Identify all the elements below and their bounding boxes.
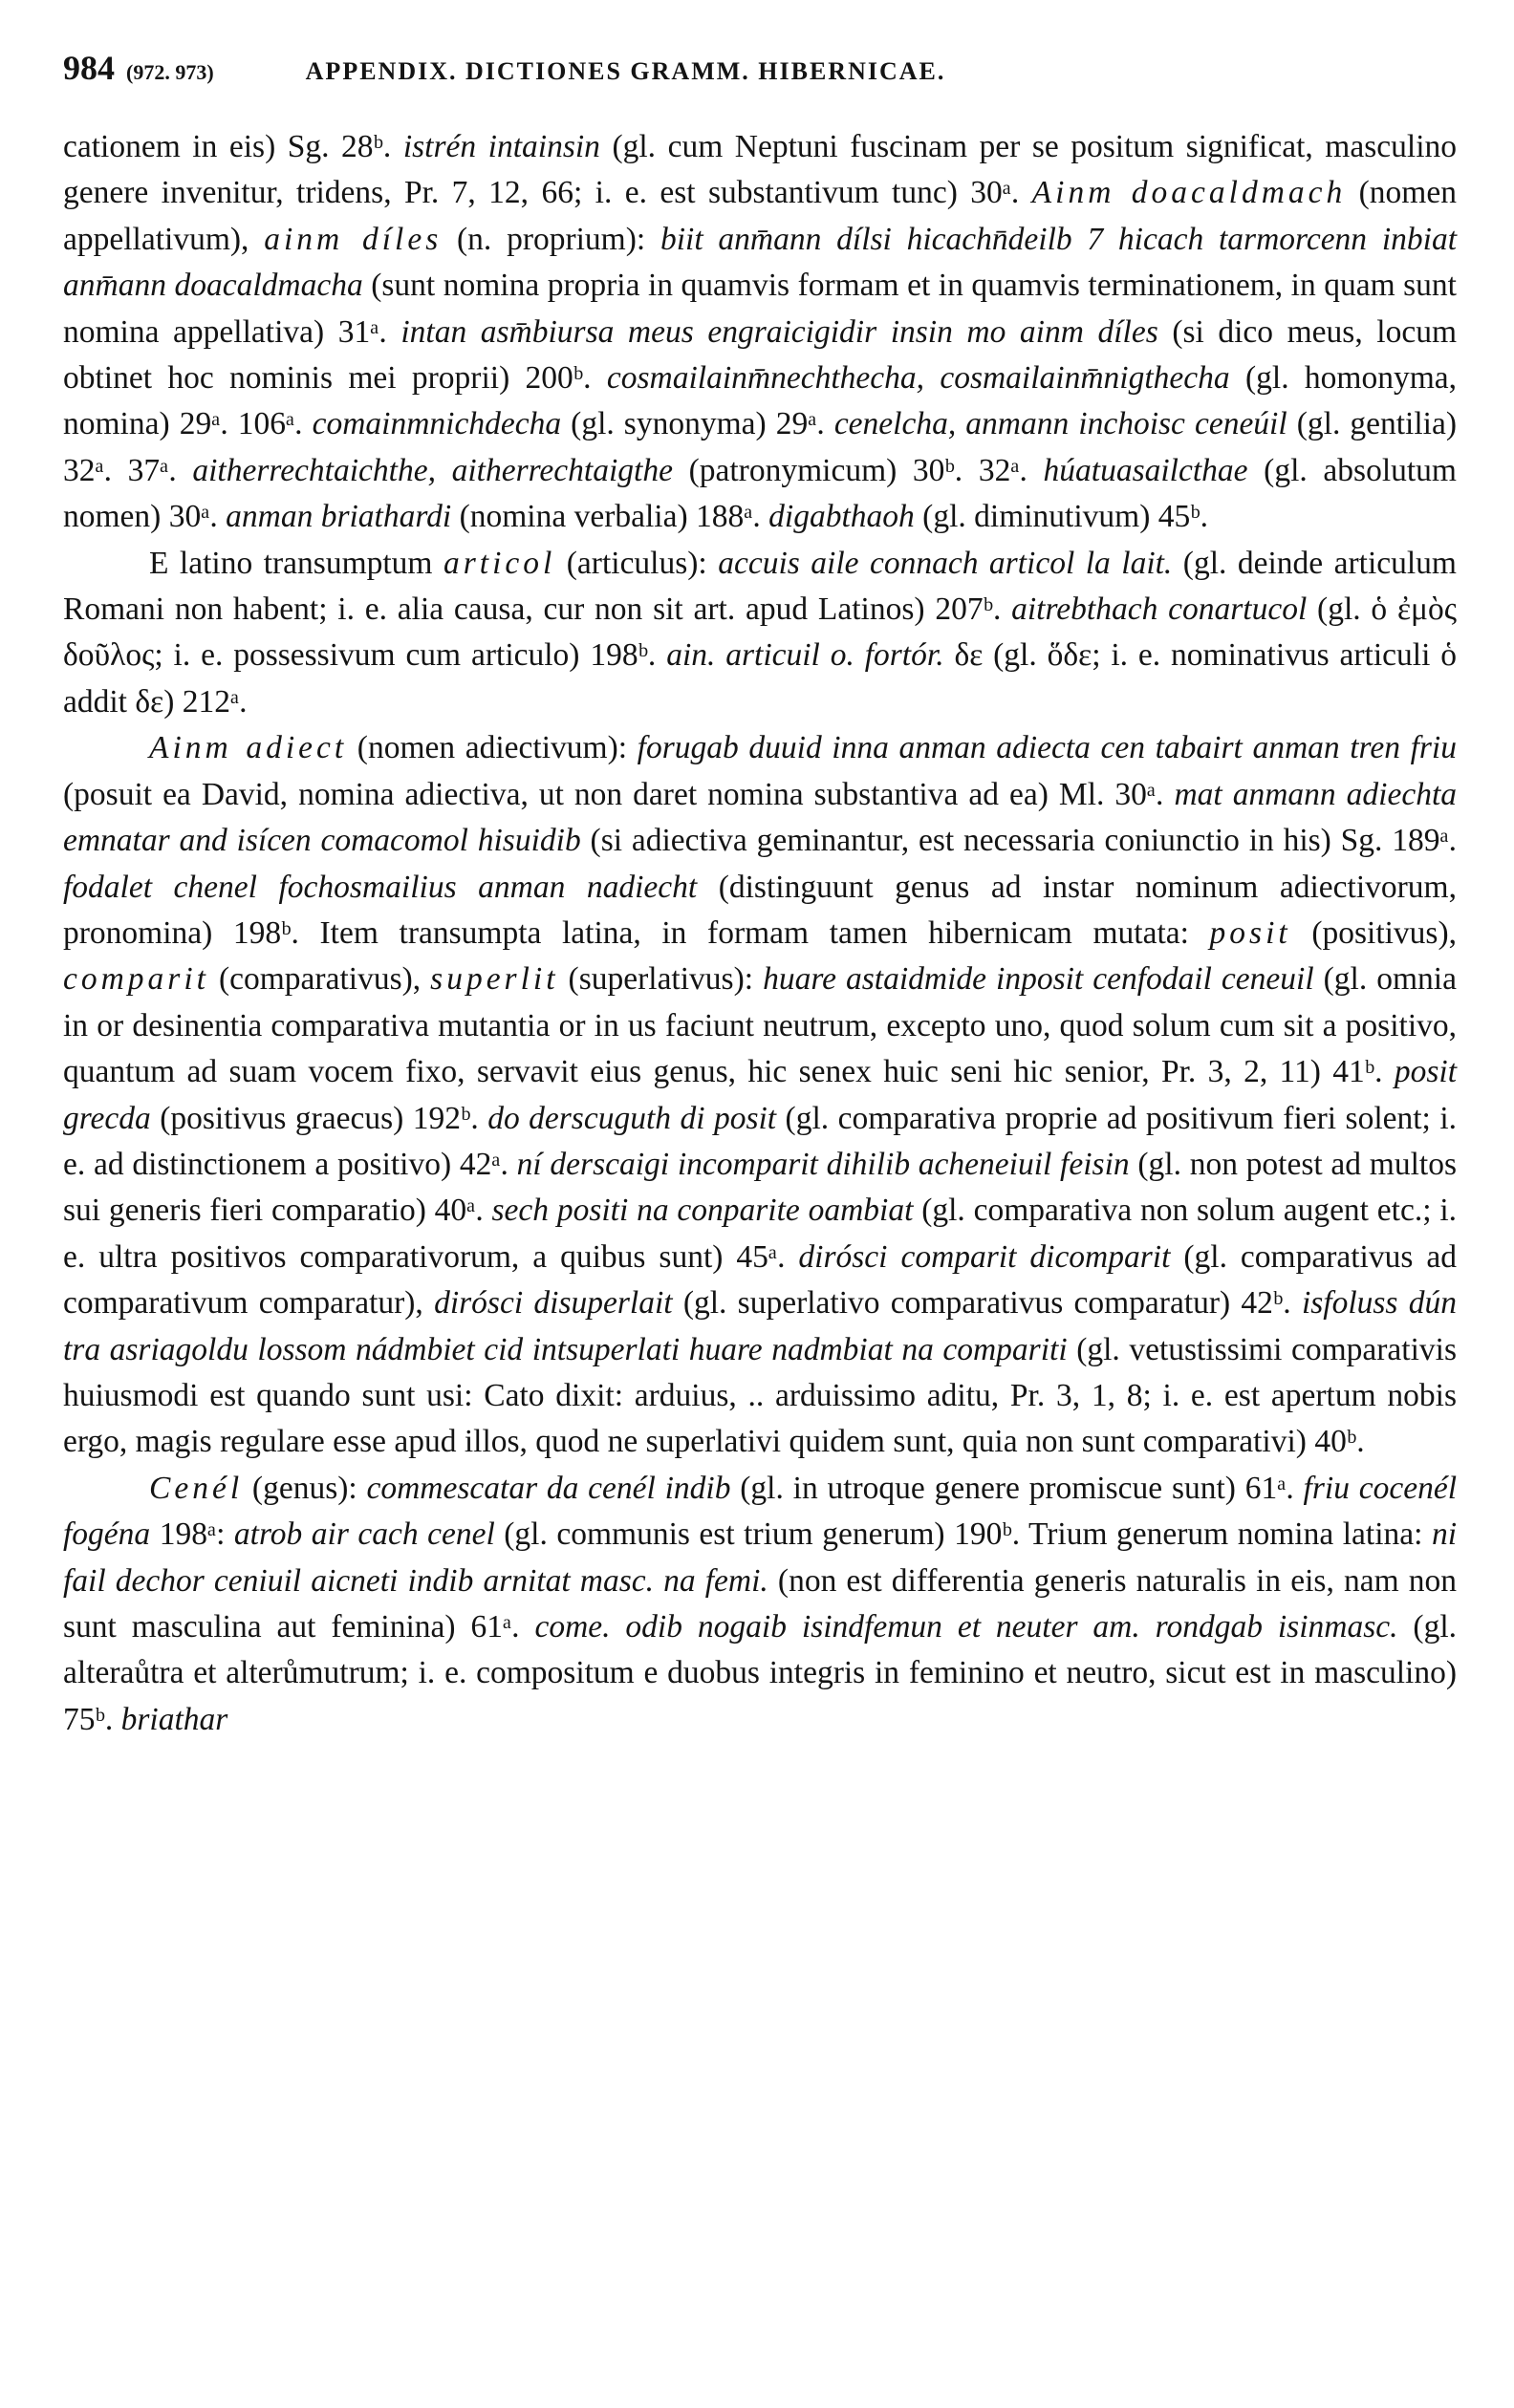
text-run: δε (gl. ὅδε; i. e. nominativus articuli ὁ addit δε) 212ᵃ. (63, 637, 1458, 720)
text-body (63, 124, 1457, 1743)
page-reference: (972. 973) (126, 60, 214, 84)
irish-gloss: accuis aile connach articol la lait. (718, 545, 1173, 581)
headword: posit (1209, 914, 1291, 951)
irish-gloss: digabthaoh (768, 499, 915, 535)
irish-gloss: do derscuguth di posit (487, 1100, 777, 1136)
irish-gloss: biit anm̄ann dílsi hicachn̄deilb 7 hicach tarmorcenn inbiat anm̄ann doacaldmacha (63, 221, 1458, 304)
text-run: (gl. comparativa proprie ad positivum fieri solent; i. e. ad distinctionem a positivo) 42ᵃ. (63, 1100, 1457, 1182)
paragraph (63, 1466, 1457, 1743)
text-run: (si adiectiva geminantur, est necessaria coniunctio in his) Sg. 189ᵃ. (580, 823, 1457, 859)
irish-gloss: ni fail dechor ceniuil aicneti indib arnitat masc. na femi. (63, 1516, 1457, 1599)
irish-gloss: fodalet chenel fochosmailius anman nadiecht (63, 869, 698, 905)
running-header (63, 48, 1457, 101)
text-run: E latino transumptum (149, 545, 443, 581)
irish-gloss: cosmailainm̄nechthecha, cosmailainm̄nigthecha (606, 360, 1230, 397)
text-run: (n. proprium): (442, 221, 660, 257)
paragraph (63, 725, 1457, 1466)
text-run: (gl. cum Neptuni fuscinam per se positum significat, masculino genere invenitur, tridens, Pr. 7, 12, 66; i. e. est substantivum tunc) 30ᵃ. (63, 129, 1458, 211)
irish-gloss: istrén intainsin (402, 129, 600, 164)
headword: Ainm doacaldmach (1031, 175, 1347, 211)
irish-gloss: briathar (120, 1701, 228, 1737)
irish-gloss: sech positi na conparite oambiat (491, 1193, 914, 1229)
text-run: (distinguunt genus ad instar nominum adiectivorum, pronomina) 198ᵇ. Item transumpta latina, in formam tamen hibernicam mutata: (63, 869, 1457, 951)
text-run: (gl. communis est trium generum) 190ᵇ. Trium generum nomina latina: (494, 1516, 1432, 1553)
headword: Cenél (149, 1470, 244, 1506)
irish-gloss: dirósci comparit dicomparit (798, 1238, 1171, 1275)
irish-gloss: friu cocenél fogéna (63, 1470, 1458, 1553)
text-run: cationem in eis) Sg. 28ᵇ. (63, 129, 403, 164)
text-run: (positivus), (1290, 914, 1457, 951)
irish-gloss: intan asm̄biursa meus engraicigidir insin mo ainm díles (400, 313, 1158, 350)
headword: superlit (430, 961, 559, 998)
irish-gloss: dirósci disuperlait (434, 1285, 673, 1322)
text-run: (comparativus), (208, 961, 431, 998)
irish-gloss: húatuasailcthae (1043, 452, 1248, 488)
text-run: (sunt nomina propria in quamvis formam et in quamvis terminationem, in quam sunt nomina appellativa) 31ᵃ. (63, 268, 1457, 350)
text-run: (nomina verbalia) 188ᵃ. (451, 499, 769, 535)
text-run: (gl. non potest ad multos sui generis fieri comparatio) 40ᵃ. (63, 1146, 1457, 1229)
text-run: (gl. deinde articulum Romani non habent; i. e. alia causa, cur non sit art. apud Latinos) 207ᵇ. (63, 545, 1457, 628)
text-run: (nomen appellativum), (63, 175, 1457, 257)
text-run: (non est differentia generis naturalis in eis, nam non sunt masculina aut feminina) 61ᵃ. (63, 1562, 1458, 1645)
text-run: (gl. homonyma, nomina) 29ᵃ. 106ᵃ. (63, 360, 1458, 442)
text-run: (gl. superlativo comparativus comparatur) 42ᵇ. (672, 1285, 1302, 1322)
paragraph (63, 541, 1457, 726)
running-title: APPENDIX. DICTIONES GRAMM. HIBERNICAE. (305, 57, 946, 85)
text-run: (si dico meus, locum obtinet hoc nominis mei proprii) 200ᵇ. (63, 313, 1457, 397)
text-run: (gl. omnia in or desinentia comparativa mutantia or in us faciunt neutrum, excepto uno, quod solum cum sit a positivo, quantum ad suam vocem fixo, servavit eius genus, hic senex huic seni hic senior, Pr. 3, 2, 11) 41ᵇ. (63, 961, 1457, 1090)
paragraph (63, 124, 1457, 541)
text-run: (gl. synonyma) 29ᵃ. (561, 406, 834, 442)
irish-gloss: commescatar da cenél indib (366, 1470, 731, 1506)
irish-gloss: huare astaidmide inposit cenfodail ceneuil (763, 961, 1314, 998)
text-run: (gl. ὁ ἐμὸς δοῦλος; i. e. possessivum cum articulo) 198ᵇ. (63, 591, 1458, 674)
irish-gloss: forugab duuid inna anman adiecta cen tabairt anman tren friu (637, 730, 1457, 766)
headword: ainm díles (264, 221, 443, 257)
text-run: (gl. diminutivum) 45ᵇ. (914, 499, 1209, 535)
text-run: (posuit ea David, nomina adiectiva, ut non daret nomina substantiva ad ea) Ml. 30ᵃ. (63, 776, 1175, 812)
irish-gloss: cenelcha, anmann inchoisc ceneúil (833, 406, 1287, 442)
headword: Ainm adiect (149, 730, 348, 766)
headword: articol (443, 545, 556, 581)
text-run: (gl. comparativa non solum augent etc.; i. e. ultra positivos comparativorum, a quibus sunt) 45ᵃ. (63, 1193, 1458, 1275)
text-run: (genus): (243, 1470, 367, 1506)
irish-gloss: ní derscaigi incomparit dihilib acheneiuil feisin (516, 1146, 1130, 1182)
irish-gloss: come. odib nogaib isindfemun et neuter am. rondgab isinmasc. (534, 1609, 1398, 1645)
text-run: (gl. absolutum nomen) 30ᵃ. (63, 452, 1457, 535)
text-run: (patronymicum) 30ᵇ. 32ᵃ. (672, 452, 1044, 488)
text-run: 198ᵃ: (150, 1516, 234, 1553)
page-number: 984 (63, 49, 115, 87)
text-run: (gl. in utroque genere promiscue sunt) 61ᵃ. (730, 1470, 1304, 1506)
text-run: (gl. gentilia) 32ᵃ. 37ᵃ. (63, 406, 1458, 488)
text-run: (gl. comparativus ad comparativum comparatur), (63, 1238, 1457, 1322)
text-run: (gl. alteraůtra et alterůmutrum; i. e. compositum e duobus integris in feminino et neutro, sicut est in masculino) 75ᵇ. (63, 1609, 1458, 1737)
text-run: (positivus graecus) 192ᵇ. (150, 1100, 488, 1136)
irish-gloss: anman briathardi (226, 499, 452, 535)
text-run: (superlativus): (558, 961, 764, 998)
irish-gloss: comainmnichdecha (312, 406, 562, 442)
irish-gloss: isfoluss dún tra asriagoldu lossom nádmbiet cid intsuperlati huare nadmbiat na compariti (63, 1285, 1457, 1367)
text-run: (nomen adiectivum): (347, 730, 638, 766)
text-run: (gl. vetustissimi comparativis huiusmodi est quando sunt usi: Cato dixit: arduius, .. arduissimo aditu, Pr. 3, 1, 8; i. e. est apertum nobis ergo, magis regulare esse apud illos, quod ne superlativi quidem sunt, quia non sunt comparativi) 40ᵇ. (63, 1331, 1457, 1460)
headword: comparit (63, 961, 209, 998)
irish-gloss: posit grecda (63, 1054, 1457, 1136)
irish-gloss: ain. articuil o. fortór. (666, 637, 944, 674)
text-run: (articulus): (555, 545, 719, 581)
irish-gloss: aitrebthach conartucol (1011, 591, 1308, 628)
irish-gloss: atrob air cach cenel (233, 1516, 495, 1553)
irish-gloss: aitherrechtaichthe, aitherrechtaigthe (192, 452, 673, 488)
irish-gloss: mat anmann adiechta emnatar and isícen comacomol hisuidib (63, 776, 1458, 859)
